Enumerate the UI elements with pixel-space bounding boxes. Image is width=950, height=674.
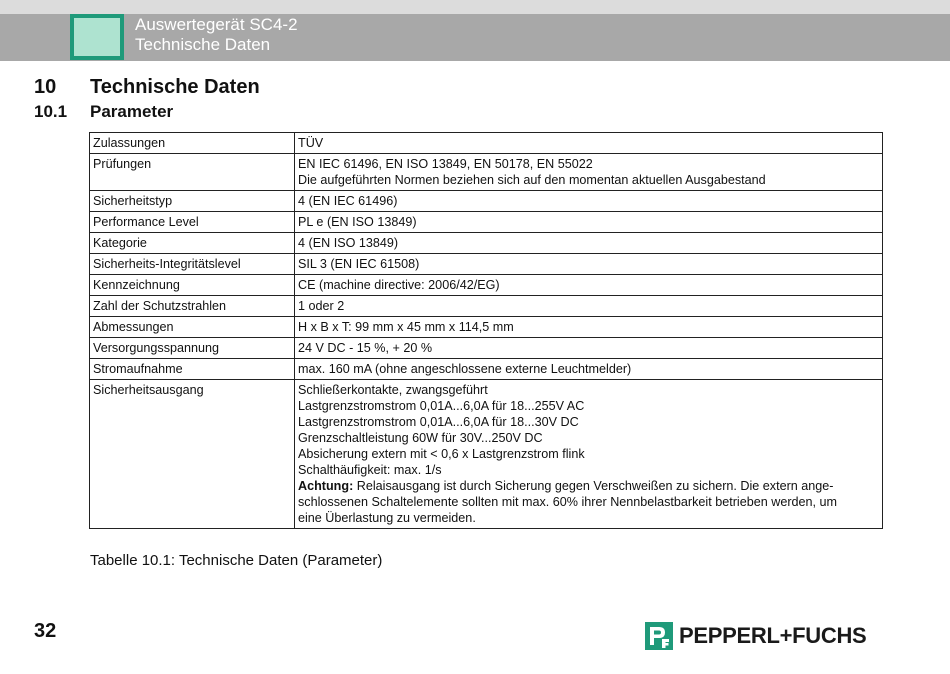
parameter-label: Stromaufnahme	[90, 359, 295, 380]
section-number: 10	[34, 76, 57, 98]
value-line: 4 (EN ISO 13849)	[298, 236, 399, 250]
value-line: PL e (EN ISO 13849)	[298, 215, 417, 229]
parameter-value	[295, 338, 883, 359]
note-line	[298, 510, 879, 526]
subsection-number: 10.1	[34, 102, 68, 121]
note-text: eine Überlastung zu vermeiden.	[298, 511, 476, 525]
value-line: Die aufgeführten Normen beziehen sich auf den momentan aktuellen Ausgabestand	[298, 173, 766, 187]
top-strip	[0, 0, 950, 14]
value-line: SIL 3 (EN IEC 61508)	[298, 257, 420, 271]
parameter-label: Prüfungen	[90, 154, 295, 191]
parameter-value	[295, 359, 883, 380]
note-text: schlossenen Schaltelemente sollten mit max. 60% ihrer Nennbelastbarkeit betrieben werden, um	[298, 495, 838, 509]
parameter-table	[89, 132, 883, 529]
parameter-label: Zulassungen	[90, 133, 295, 154]
note-line	[298, 478, 879, 494]
section-title: Technische Daten	[90, 76, 260, 98]
value-line: max. 160 mA (ohne angeschlossene externe Leuchtmelder)	[298, 362, 632, 376]
note-label: Achtung:	[298, 479, 354, 493]
table-row	[90, 338, 883, 359]
parameter-value	[295, 191, 883, 212]
table-caption: Tabelle 10.1: Technische Daten (Parameter)	[90, 552, 383, 569]
parameter-value	[295, 317, 883, 338]
parameter-value	[295, 254, 883, 275]
parameter-value	[295, 154, 883, 191]
table-row	[90, 275, 883, 296]
parameter-value	[295, 212, 883, 233]
value-line: Absicherung extern mit < 0,6 x Lastgrenzstrom flink	[298, 447, 585, 461]
table-row	[90, 296, 883, 317]
table-row	[90, 380, 883, 529]
company-logo	[645, 620, 866, 652]
value-line: 24 V DC - 15 %, + 20 %	[298, 341, 433, 355]
note-text: Relaisausgang ist durch Sicherung gegen Verschweißen zu sichern. Die extern ange-	[353, 479, 834, 493]
value-line: Grenzschaltleistung 60W für 30V...250V DC	[298, 431, 543, 445]
header-square-icon	[70, 14, 124, 60]
subsection-title: Parameter	[90, 102, 174, 121]
parameter-label: Performance Level	[90, 212, 295, 233]
parameter-label: Sicherheitsausgang	[90, 380, 295, 529]
parameter-value	[295, 275, 883, 296]
table-row	[90, 233, 883, 254]
logo-text: PEPPERL+FUCHS	[679, 623, 867, 648]
table-row	[90, 133, 883, 154]
value-line: TÜV	[298, 136, 324, 150]
parameter-label: Sicherheitstyp	[90, 191, 295, 212]
parameter-label: Abmessungen	[90, 317, 295, 338]
table-row	[90, 359, 883, 380]
pf-logo-icon	[645, 622, 673, 650]
value-line: H x B x T: 99 mm x 45 mm x 114,5 mm	[298, 320, 514, 334]
value-line: Schließerkontakte, zwangsgeführt	[298, 383, 488, 397]
parameter-value	[295, 296, 883, 317]
header-product-title: Auswertegerät SC4-2	[135, 15, 298, 34]
note-line	[298, 494, 879, 510]
page-number: 32	[34, 620, 57, 642]
table-row	[90, 317, 883, 338]
value-line: CE (machine directive: 2006/42/EG)	[298, 278, 500, 292]
parameter-label: Versorgungsspannung	[90, 338, 295, 359]
value-line: Schalthäufigkeit: max. 1/s	[298, 463, 442, 477]
parameter-value	[295, 233, 883, 254]
value-line: 1 oder 2	[298, 299, 345, 313]
value-line: EN IEC 61496, EN ISO 13849, EN 50178, EN 55022	[298, 157, 593, 171]
value-line: Lastgrenzstromstrom 0,01A...6,0A für 18...255V AC	[298, 399, 585, 413]
table-row	[90, 191, 883, 212]
value-line: Lastgrenzstromstrom 0,01A...6,0A für 18...30V DC	[298, 415, 579, 429]
table-row	[90, 212, 883, 233]
parameter-label: Zahl der Schutzstrahlen	[90, 296, 295, 317]
parameter-label: Kategorie	[90, 233, 295, 254]
value-line: 4 (EN IEC 61496)	[298, 194, 398, 208]
parameter-value	[295, 380, 883, 529]
parameter-value	[295, 133, 883, 154]
table-row	[90, 254, 883, 275]
table-row	[90, 154, 883, 191]
parameter-label: Sicherheits-Integritätslevel	[90, 254, 295, 275]
header-chapter-title: Technische Daten	[135, 35, 271, 54]
parameter-label: Kennzeichnung	[90, 275, 295, 296]
